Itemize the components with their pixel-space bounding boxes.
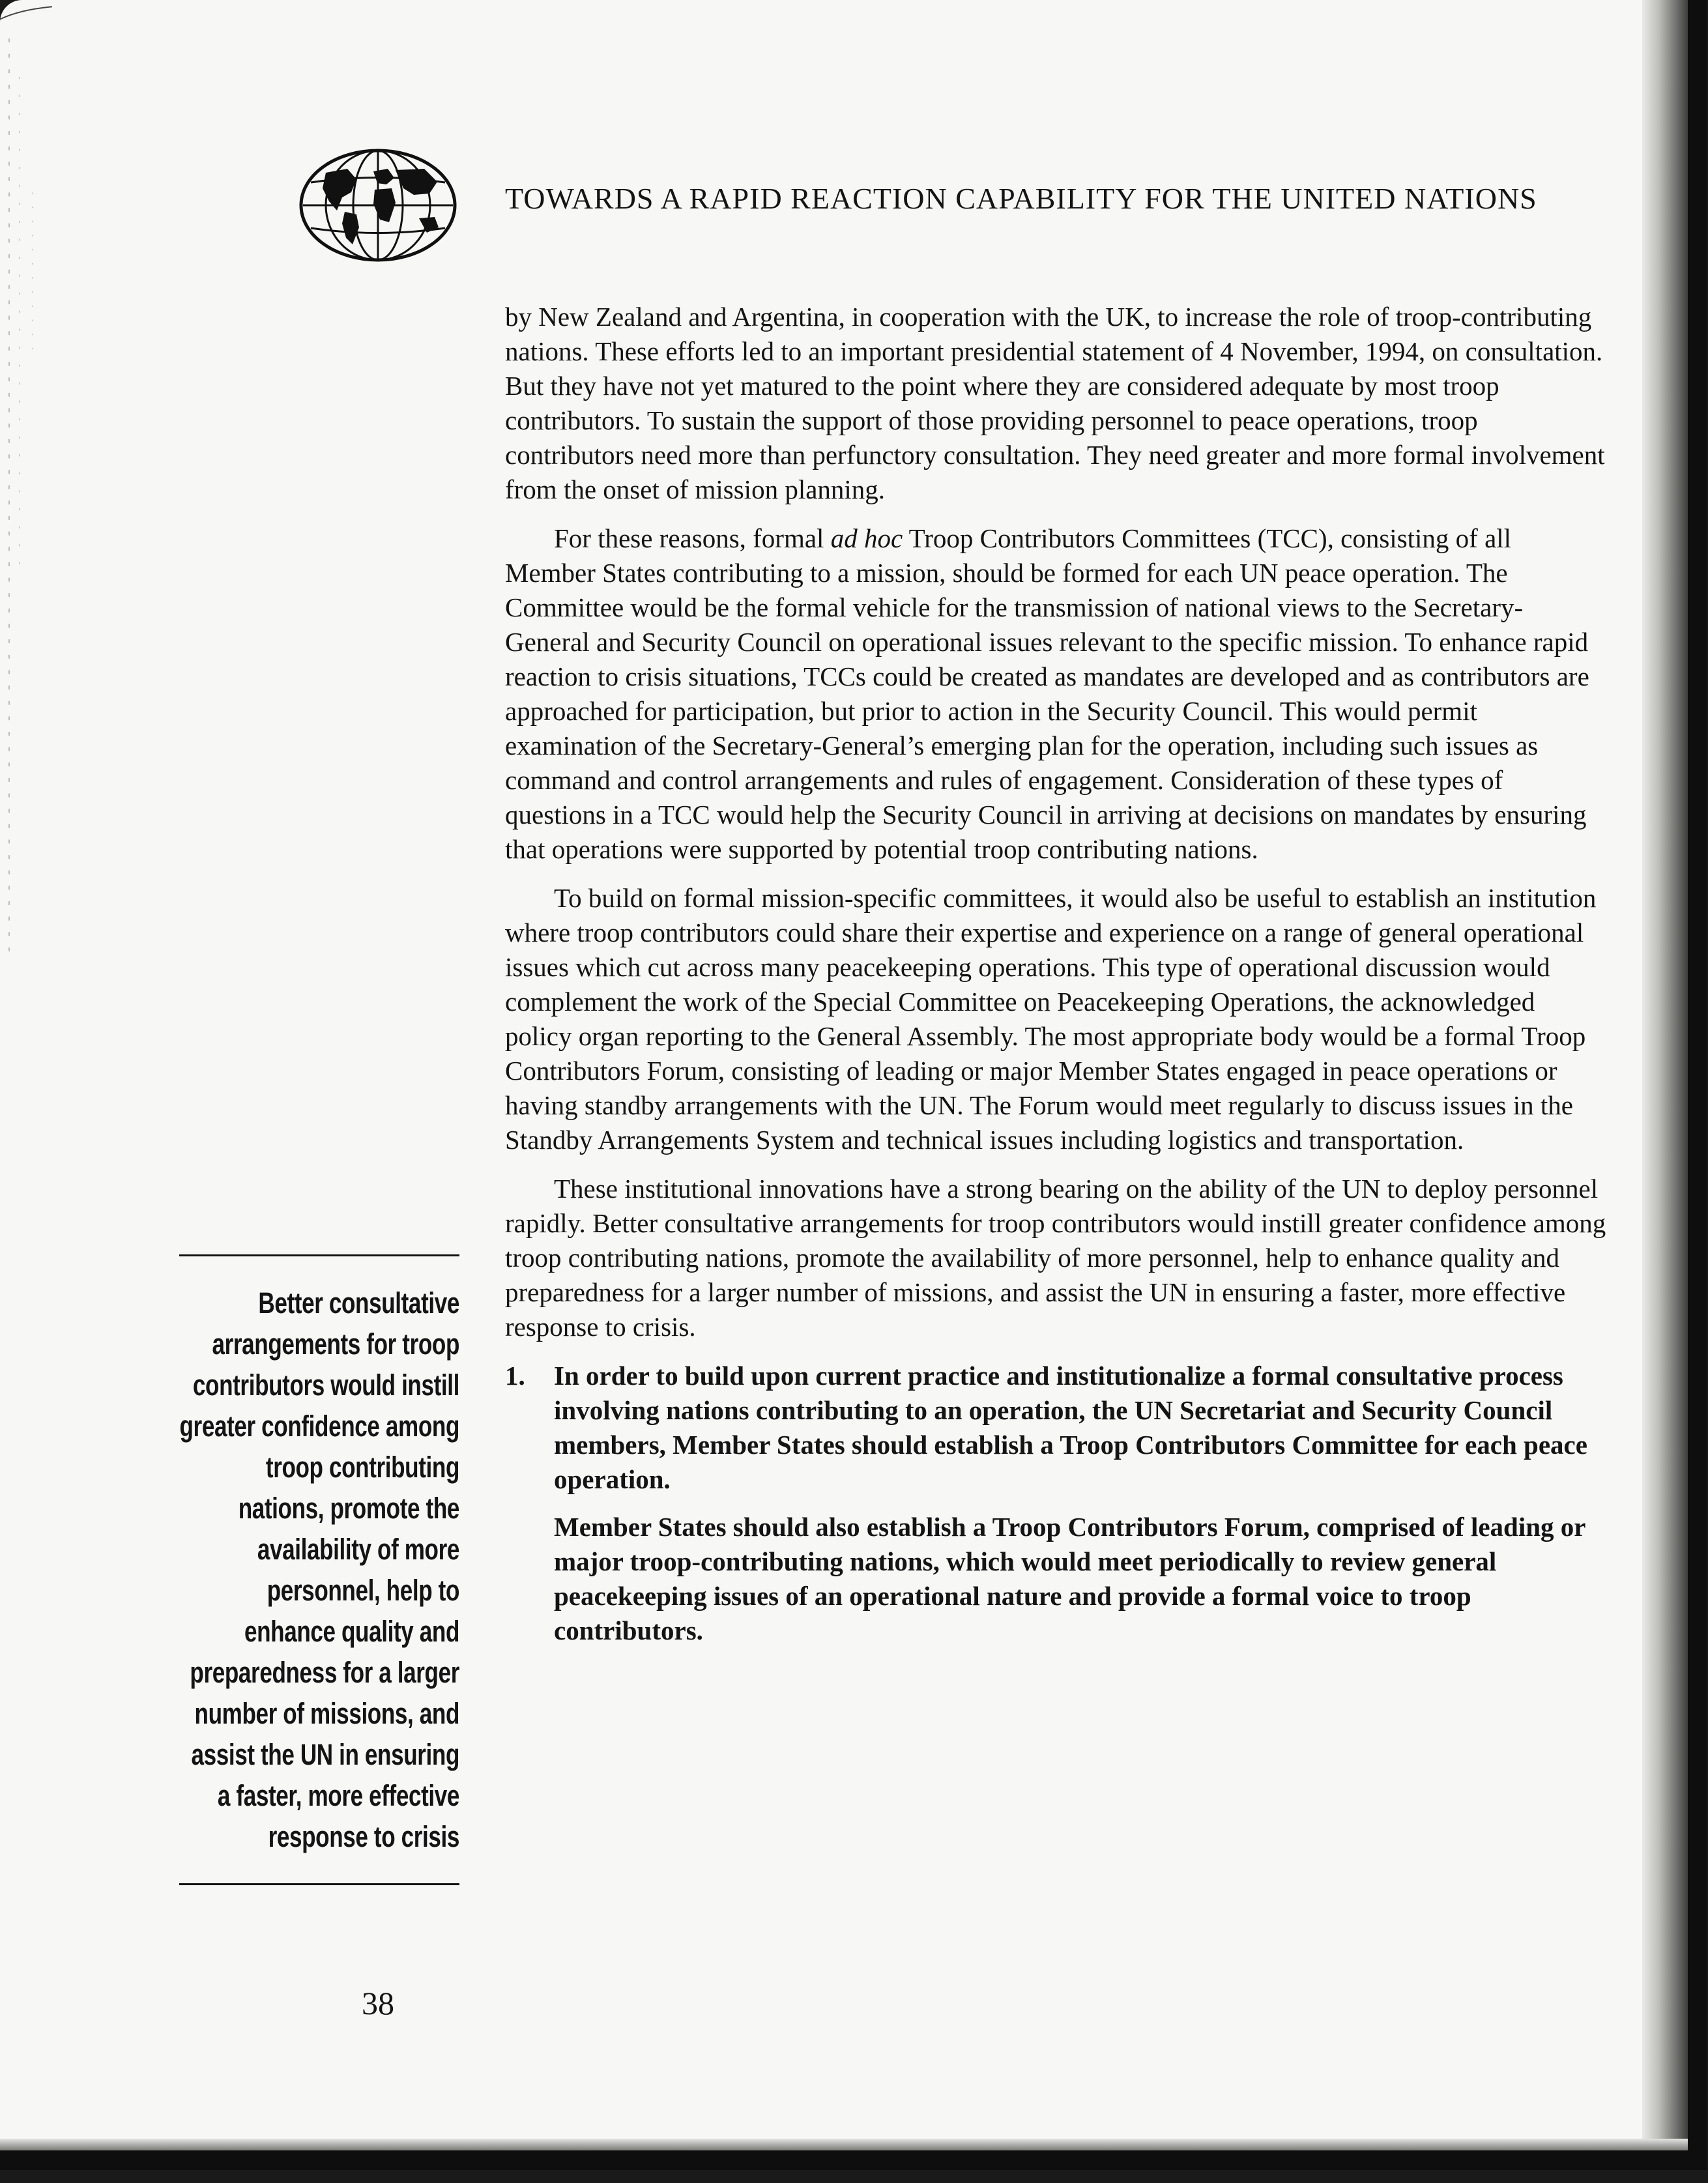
recommendation-paragraph: In order to build upon current practice and institutionalize a formal consultative process involving nations contributing to an operation, the UN Secretariat and Security Council members, Member States should establish a Troop Contributors Committee for each peace operation. bbox=[554, 1361, 1587, 1494]
paragraph: by New Zealand and Argentina, in cooperation with the UK, to increase the role of troop-contributing nations. These efforts led to an important presidential statement of 4 November, 1994, on consultation. But they have not yet matured to the point where they are considered adequate by most troop contributors. To sustain the support of those providing personnel to peace operations, troop contributors need more than perfunctory consultation. They need greater and more formal involvement from the onset of mission planning. bbox=[505, 302, 1605, 504]
page-number: 38 bbox=[362, 1985, 394, 2021]
emphasis-text: ad hoc bbox=[830, 523, 903, 553]
paragraph-text: For these reasons, formal bbox=[554, 523, 831, 553]
scan-edge-marks bbox=[0, 0, 52, 2150]
pull-quote bbox=[179, 1254, 459, 1885]
paragraph: To build on formal mission-specific committees, it would also be useful to establish an institution where troop contributors could share their expertise and experience on a range of general operational issues which cut across many peacekeeping operations. This type of operational discussion would complement the work of the Special Committee on Peacekeeping Operations, the acknowledged policy organ reporting to the General Assembly. The most appropriate body would be a formal Troop Contributors Forum, consisting of leading or major Member States engaged in peace operations or having standby arrangements with the UN. The Forum would meet regularly to discuss issues in the Standby Arrangements System and technical issues including logistics and transportation. bbox=[505, 883, 1597, 1155]
running-header: TOWARDS A RAPID REACTION CAPABILITY FOR THE UNITED NATIONS bbox=[505, 182, 1537, 215]
globe-icon bbox=[297, 147, 459, 264]
paragraph bbox=[505, 521, 1606, 867]
recommendation bbox=[505, 1359, 1606, 1661]
paragraph-text: Troop Contributors Committees (TCC), consisting of all Member States contributing to a mission, should be formed for each UN peace operation. The Committee would be the formal vehicle for the transmission of national views to the Secretary-General and Security Council on operational issues relevant to the specific mission. To enhance rapid reaction to crisis situations, TCCs could be created as mandates are developed and as contributors are approached for participation, but prior to action in the Security Council. This would permit examination of the Secretary-General’s emerging plan for the operation, including such issues as command and control arrangements and rules of engagement. Consideration of these types of questions in a TCC would help the Security Council in arriving at decisions on mandates by ensuring that operations were supported by potential troop contributing nations. bbox=[505, 523, 1589, 864]
scan-bottom-edge bbox=[0, 2139, 1688, 2150]
recommendation-number: 1. bbox=[505, 1361, 525, 1391]
paragraph: These institutional innovations have a strong bearing on the ability of the UN to deploy personnel rapidly. Better consultative arrangements for troop contributors would instill greater confidence among troop contributing nations, promote the availability of more personnel, help to enhance quality and preparedness for a larger number of missions, and assist the UN in ensuring a faster, more effective response to crisis. bbox=[505, 1174, 1606, 1342]
recommendation-text bbox=[554, 1359, 1606, 1661]
body-text bbox=[505, 300, 1606, 1661]
pull-quote-bottom-rule bbox=[179, 1883, 459, 1885]
scan-right-edge bbox=[1642, 0, 1688, 2150]
recommendation-paragraph: Member States should also establish a Troop Contributors Forum, comprised of leading or major troop-contributing nations, which would meet periodically to review general peacekeeping issues of an operational nature and provide a formal voice to troop contributors. bbox=[554, 1512, 1585, 1645]
pull-quote-text: Better consultative arrangements for troop contributors would instill greater confidence among troop contributing nations, promote the availability of more personnel, help to enhance quality and preparedness for a larger number of missions, and assist the UN in ensuring a faster, more effective response to crisis bbox=[179, 1286, 459, 1853]
pull-quote-top-rule bbox=[179, 1254, 459, 1256]
